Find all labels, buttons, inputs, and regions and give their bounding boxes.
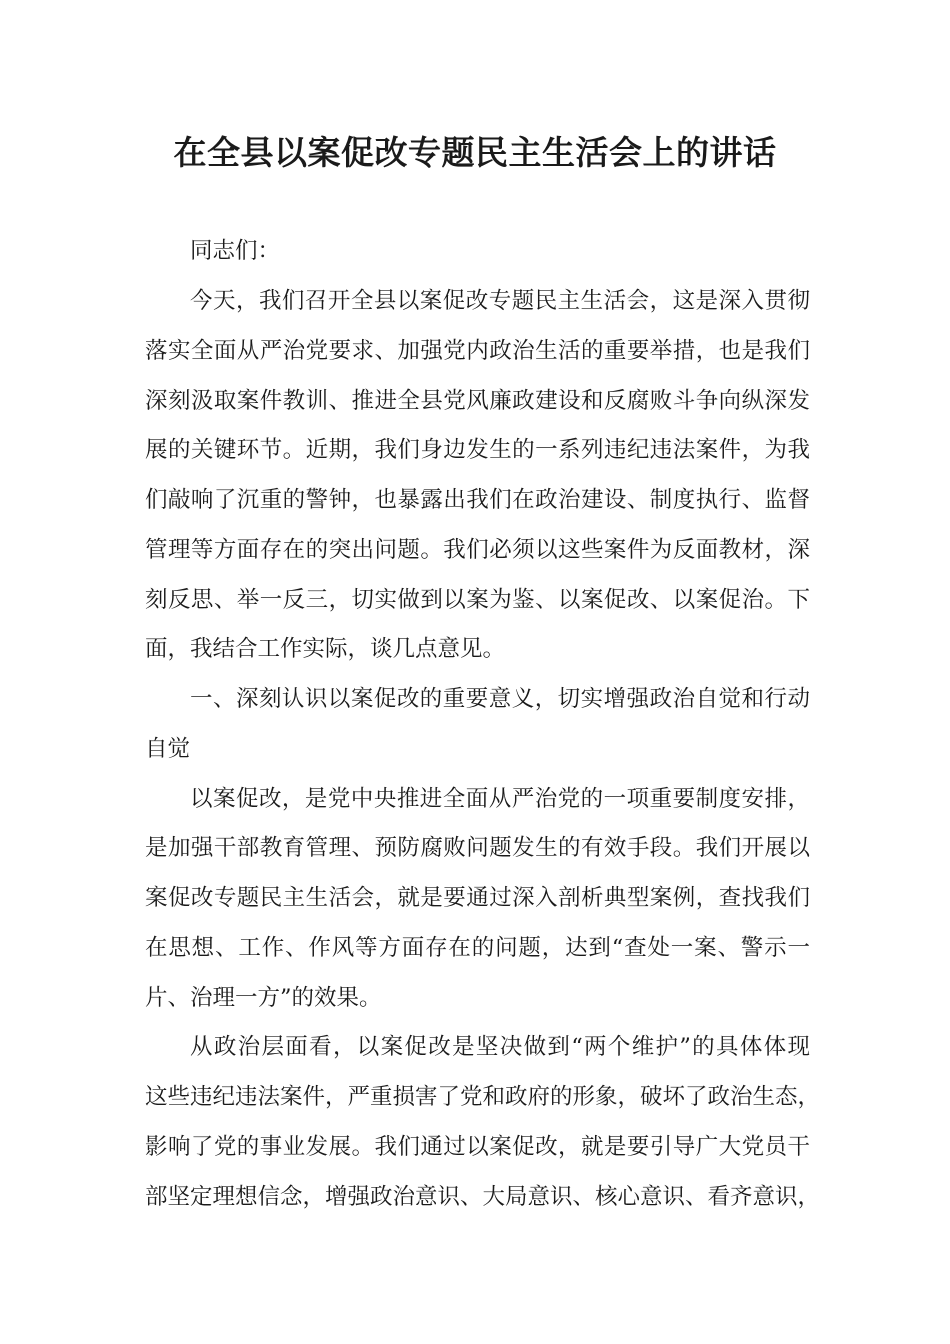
paragraph-line: 面，我结合工作实际，谈几点意见。 <box>145 636 506 662</box>
paragraph-line: 刻反思、举一反三，切实做到以案为鉴、以案促改、以案促治。下 <box>145 587 810 613</box>
paragraph-line: 片、治理一方”的效果。 <box>145 985 382 1011</box>
paragraph-line: 管理等方面存在的突出问题。我们必须以这些案件为反面教材，深 <box>145 537 810 563</box>
paragraph-line: 们敲响了沉重的警钟，也暴露出我们在政治建设、制度执行、监督 <box>145 487 810 513</box>
paragraph-line: 案促改专题民主生活会，就是要通过深入剖析典型案例，查找我们 <box>145 885 810 911</box>
paragraph-line: 部坚定理想信念，增强政治意识、大局意识、核心意识、看齐意识， <box>145 1184 821 1210</box>
paragraph-line: 这些违纪违法案件，严重损害了党和政府的形象，破坏了政治生态， <box>145 1084 821 1110</box>
paragraph-line: 是加强干部教育管理、预防腐败问题发生的有效手段。我们开展以 <box>145 835 810 861</box>
paragraph-line: 以案促改，是党中央推进全面从严治党的一项重要制度安排， <box>190 786 810 812</box>
section-heading: 一、深刻认识以案促改的重要意义，切实增强政治自觉和行动 <box>190 686 810 712</box>
paragraph-line: 在思想、工作、作风等方面存在的问题，达到“查处一案、警示一 <box>145 935 810 961</box>
paragraph-line: 今天，我们召开全县以案促改专题民主生活会，这是深入贯彻 <box>190 288 810 314</box>
paragraph-line: 展的关键环节。近期，我们身边发生的一系列违纪违法案件，为我 <box>145 437 810 463</box>
section-heading: 自觉 <box>145 736 191 762</box>
paragraph-line: 影响了党的事业发展。我们通过以案促改，就是要引导广大党员干 <box>145 1134 810 1160</box>
paragraph-line: 从政治层面看，以案促改是坚决做到“两个维护”的具体体现 <box>190 1034 810 1060</box>
document-title: 在全县以案促改专题民主生活会上的讲话 <box>173 133 777 172</box>
greeting: 同志们： <box>190 238 281 264</box>
paragraph-line: 深刻汲取案件教训、推进全县党风廉政建设和反腐败斗争向纵深发 <box>145 388 810 414</box>
paragraph-line: 落实全面从严治党要求、加强党内政治生活的重要举措，也是我们 <box>145 338 810 364</box>
